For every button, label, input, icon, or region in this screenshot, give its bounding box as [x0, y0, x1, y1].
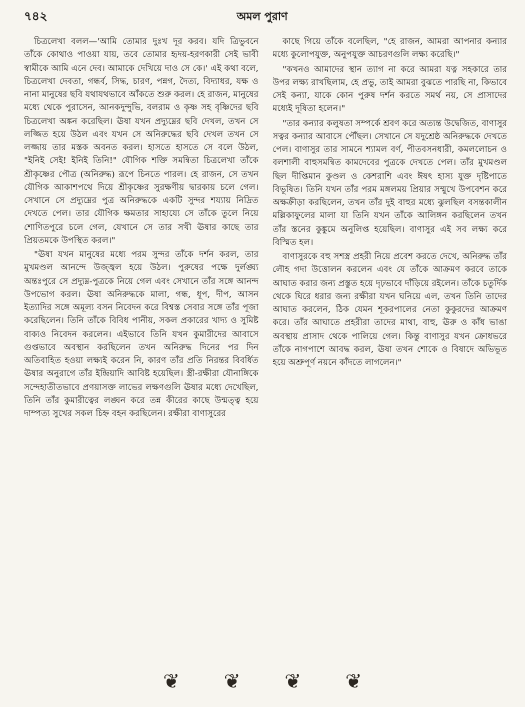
paragraph: "তার কন্যার কলুষতা সম্পর্কে শ্রবণ করে অত্যন্ত উদ্বেজিত, বাণাসুর সত্বর কন্যার আবাসে পৌঁছল। সেখানে সে যদুশ্রেষ্ঠ অনিরুদ্ধকে দেখতে পেল। বাণাসুর তার সামনে শ্যামল বর্ণ, পীতবসনধারী, কমললোচন ও বলশালী বাহুসমন্বিত কামদেবের পুত্রকে দেখতে পেল। তাঁর মুখমণ্ডল ছিল দীপ্তিমান কুণ্ডল ও কেশরাশি এবং ঈষৎ হাস্য যুক্ত দৃষ্টিপাতে বিভূষিত। তিনি যখন তাঁর পরম মঙ্গলময় প্রিয়ার সম্মুখে উপবেশন করে অক্ষক্রীড়া করছিলেন, তখন তাঁর দুই বাহুর মধ্যে ঝুলছিল বসন্তকালীন মল্লিকাফুলের মালা যা তিনি যখন তাঁকে আলিঙ্গন করছিলেন তখন তাঁর স্তনের কুঙ্কুমে অনুলিপ্ত হয়েছিল। বাণাসুর এই সব লক্ষ্য করে বিস্মিত হল।: [272, 118, 507, 248]
paragraph: "ঊষা যখন মানুষের মধ্যে পরম সুন্দর তাঁকে দর্শন করল, তার মুখমণ্ডল আনন্দে উজ্জ্বল হয়ে উঠল। পুরুষের পক্ষে দুর্লঙ্ঘ্য অন্তঃপুরে সে প্রদ্যুম্ন-পুত্রকে নিয়ে গেল এবং সেখানে তাঁর সঙ্গে আনন্দ উপভোগ করল। ঊষা অনিরুদ্ধকে মালা, গন্ধ, ধূপ, দীপ, আসন ইত্যাদির সঙ্গে অমূল্য বসন নিবেদন করে বিশ্বস্ত সেবার সঙ্গে তাঁর পূজা করেছিলেন। তিনি তাঁকে বিবিধ পানীয়, সকল প্রকারের খাদ্য ও সুমিষ্ট বাক্যও নিবেদন করলেন। এইভাবে তিনি যখন কুমারীদের আবাসে গুপ্তভাবে অবস্থান করছিলেন তখন অনিরুদ্ধ দিনের পর দিন অতিবাহিত হওয়া লক্ষ্যই করেন নি, কারণ তাঁর প্রতি নিরন্তর বিবর্ধিত ঊষার অনুরাগে তাঁর ইন্দ্রিয়াদি আবিষ্ট হয়েছিল। স্ত্রী-রক্ষীরা যৌনাঙ্গিকে সন্দেহাতীতভাবে প্রণয়াসক্ত লাভের লক্ষণগুলি ঊষার মধ্যে দেখেছিল, তিনি তাঁর কুমারীত্বের লঙ্ঘন করে তন্ন কীরের কাছে উন্মত্ত্ব হয়ে দাম্পত্য সুখের সকল চিহ্ন বহন করছিলেন। রক্ষীরা বাণাসুরের: [24, 250, 259, 419]
paragraph: "কখনও আমাদের স্থান ত্যাগ না করে আমরা যত্ন সহকারে তার উপর লক্ষ্য রাখছিলাম, হে প্রভু, তাই আমরা বুঝতে পারছি না, কিভাবে সেই কন্যা, যাকে কোন পুরুষ দর্শন করতে সমর্থ নয়, সে প্রাসাদের মধ্যেই দূষিতা হলেন।": [272, 64, 507, 115]
two-column-body: [24, 36, 507, 652]
footer-ornaments: [0, 669, 525, 693]
right-column: [273, 36, 508, 652]
floral-ornament-icon: ❦: [162, 669, 180, 693]
floral-ornament-icon: ❦: [223, 669, 241, 693]
page-header: [24, 8, 507, 32]
floral-ornament-icon: ❦: [284, 669, 302, 693]
floral-ornament-icon: ❦: [345, 669, 363, 693]
page-number: ৭৪২: [24, 9, 48, 23]
paragraph: চিত্রলেখা বলল—'আমি তোমার দুঃখ দূর করব। যদি ত্রিভুবনে তাঁকে কোথাও পাওয়া যায়, তবে তোমার হৃদয়-হরণকারী সেই ভাবী স্বামীকে আমি এনে দেব। আমাকে দেখিয়ে দাও সে কে।' এই কথা বলে, চিত্রলেখা দেবতা, গন্ধর্ব, সিদ্ধ, চারণ, পন্নগ, দৈত্য, বিদ্যাধর, যক্ষ ও নানা মানুষের ছবি যথাযথভাবে আঁকতে শুরু করল। হে রাজন, মানুষের মধ্যে থেকে পুরাসেন, আনকদুন্দুভি, বলরাম ও কৃষ্ণ সহ বৃষ্ণিদের ছবি চিত্রলেখা অঙ্কন করেছিল। ঊষা যখন প্রদ্যুম্নের ছবি দেখল, তখন সে লজ্জিত হয়ে উঠল এবং যখন সে অনিরুদ্ধের ছবি দেখল তখন সে লজ্জায় তার মস্তক অবনত করল। হাসতে হাসতে সে বলে উঠল, "ইনিই সেই! ইনিই তিনি!" যৌগিক শক্তি সমন্বিতা চিত্রলেখা তাঁকে শ্রীকৃষ্ণের পৌত্র (অনিরুদ্ধ) রূপে চিনতে পারল। হে রাজন, সে তখন যৌগিক আকাশপথে দিয়ে শ্রীকৃষ্ণের সুরক্ষণীয় দ্বারকায় চলে গেল। সেখানে সে প্রদ্যুম্নের পুত্র অনিরুদ্ধকে একটি সুন্দর শয্যায় নিদ্রিত দেখতে পেল। তার যৌগিক ক্ষমতার সাহায্যে সে তাঁকে তুলে নিয়ে শোণিতপুরে চলে গেল, যেখানে সে তার সখী ঊষার কাছে তার প্রিয়তমকে উপস্থিত করল।": [24, 37, 259, 246]
running-title: অমল পুরাণ: [236, 10, 288, 23]
paragraph: কাছে গিয়ে তাঁকে বলেছিল, "হে রাজন, আমরা আপনার কন্যার মধ্যে কুলোপযুক্ত, অনুপযুক্ত আচরণগুলি লক্ষ্য করেছি।": [272, 37, 507, 61]
paragraph: বাণাসুরকে বহু সশস্ত্র প্রহরী নিয়ে প্রবেশ করতে দেখে, অনিরুদ্ধ তাঁর লৌহ গদা উত্তোলন করলেন এবং যে তাঁকে আক্রমণ করবে তাকে আঘাত করার জন্য প্রস্তুত হয়ে দৃঢ়ভাবে দাঁড়িয়ে রইলেন। তাঁকে চতুর্দিক থেকে ঘিরে ধরার জন্য রক্ষীরা যখন ঘনিয়ে এল, তখন তিনি তাদের আঘাত করলেন, ঠিক যেমন শূকরপালের নেতা কুকুরদের আক্রমণ করে। তাঁর আঘাতে প্রহরীরা তাদের মাথা, বাহু, ঊরু ও কাঁধ ভাঙা অবস্থায় প্রাসাদ থেকে পালিয়ে গেল। কিন্তু বাণাসুর যখন ক্রোধভরে তাঁকে নাগপাশে আবদ্ধ করল, ঊষা তখন শোকে ও বিষাদে অভিভূত হয়ে অশ্রুপূর্ণ নয়নে কাঁদতে লাগলেন।": [272, 252, 507, 368]
left-column: [24, 36, 259, 652]
